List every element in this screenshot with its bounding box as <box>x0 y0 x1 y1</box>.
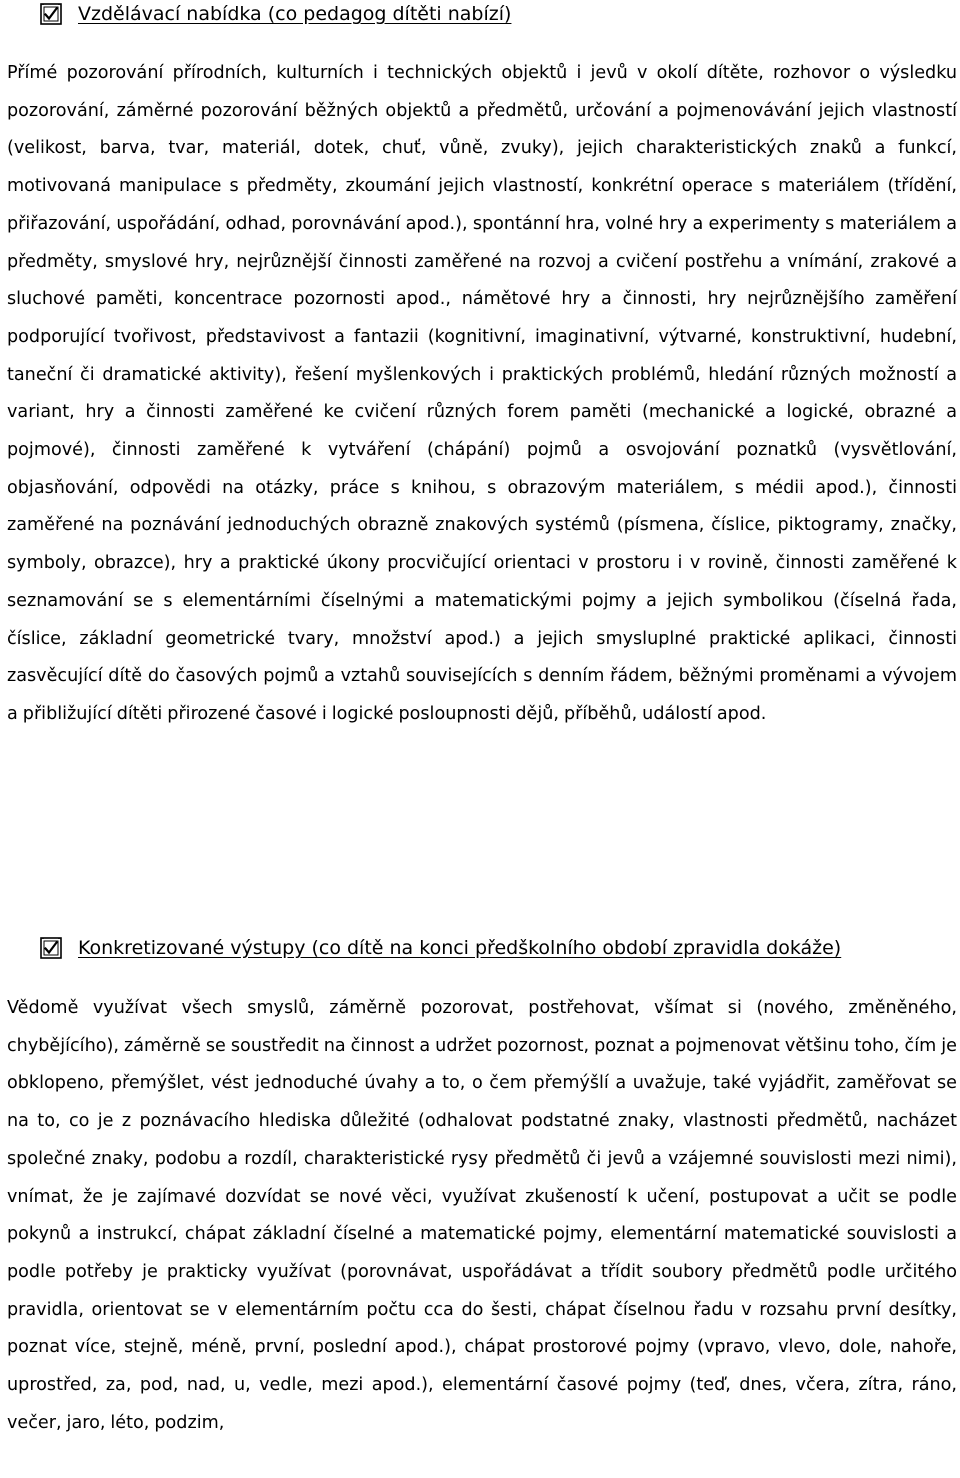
section-title: Konkretizované výstupy (co dítě na konci předškolního období zpravidla dokáže) <box>78 937 842 959</box>
section-heading-vzdelavaci-nabidka <box>40 3 511 25</box>
section-body-text: Vědomě využívat všech smyslů, záměrně pozorovat, postřehovat, všímat si (nového, změněného, chybějícího), záměrně se soustředit na činnost a udržet pozornost, poznat a pojmenovat většinu toho, čím je obklopeno, přemýšlet, vést jednoduché úvahy a to, o čem přemýšlí a uvažuje, také vyjádřit, zaměřovat se na to, co je z poznávacího hlediska důležité (odhalovat podstatné znaky, vlastnosti předmětů, nacházet společné znaky, podobu a rozdíl, charakteristické rysy předmětů či jevů a vzájemné souvislosti mezi nimi), vnímat, že je zajímavé dozvídat se nové věci, využívat zkušeností k učení, postupovat a učit se podle pokynů a instrukcí, chápat základní číselné a matematické pojmy, elementární matematické souvislosti a podle potřeby je prakticky využívat (porovnávat, uspořádávat a třídit soubory předmětů podle určitého pravidla, orientovat se v elementárním počtu cca do šesti, chápat číselnou řadu v rozsahu první desítky, poznat více, stejně, méně, první, poslední apod.), chápat prostorové pojmy (vpravo, vlevo, dole, nahoře, uprostřed, za, pod, nad, u, vedle, mezi apod.), elementární časové pojmy (teď, dnes, včera, zítra, ráno, večer, jaro, léto, podzim, <box>7 998 957 1433</box>
checkbox-checked-icon <box>40 937 62 959</box>
section-title: Vzdělávací nabídka (co pedagog dítěti nabízí) <box>78 3 512 25</box>
section-heading-konkretizovane-vystupy <box>40 937 841 959</box>
section-body-text: Přímé pozorování přírodních, kulturních i technických objektů i jevů v okolí dítěte, rozhovor o výsledku pozorování, záměrné pozorování běžných objektů a předmětů, určování a pojmenovávání jejich vlastností (velikost, barva, tvar, materiál, dotek, chuť, vůně, zvuky), jejich charakteristických znaků a funkcí, motivovaná manipulace s předměty, zkoumání jejich vlastností, konkrétní operace s materiálem (třídění, přiřazování, uspořádání, odhad, porovnávání apod.), spontánní hra, volné hry a experimenty s materiálem a předměty, smyslové hry, nejrůznější činnosti zaměřené na rozvoj a cvičení postřehu a vnímání, zrakové a sluchové paměti, koncentrace pozornosti apod., námětové hry a činnosti, hry nejrůznějšího zaměření podporující tvořivost, představivost a fantazii (kognitivní, imaginativní, výtvarné, konstruktivní, hudební, taneční či dramatické aktivity), řešení myšlenkových i praktických problémů, hledání různých možností a variant, hry a činnosti zaměřené ke cvičení různých forem paměti (mechanické a logické, obrazné a pojmové), činnosti zaměřené k vytváření (chápání) pojmů a osvojování poznatků (vysvětlování, objasňování, odpovědi na otázky, práce s knihou, s obrazovým materiálem, s médii apod.), činnosti zaměřené na poznávání jednoduchých obrazně znakových systémů (písmena, číslice, piktogramy, značky, symboly, obrazce), hry a praktické úkony procvičující orientaci v prostoru i v rovině, činnosti zaměřené k seznamování se s elementárními číselnými a matematickými pojmy a jejich symbolikou (číselná řada, číslice, základní geometrické tvary, množství apod.) a jejich smysluplné praktické aplikaci, činnosti zasvěcující dítě do časových pojmů a vztahů souvisejících s denním řádem, běžnými proměnami a vývojem a přibližující dítěti přirozené časové i logické posloupnosti dějů, příběhů, událostí apod. <box>7 63 957 724</box>
checkbox-checked-icon <box>40 3 62 25</box>
